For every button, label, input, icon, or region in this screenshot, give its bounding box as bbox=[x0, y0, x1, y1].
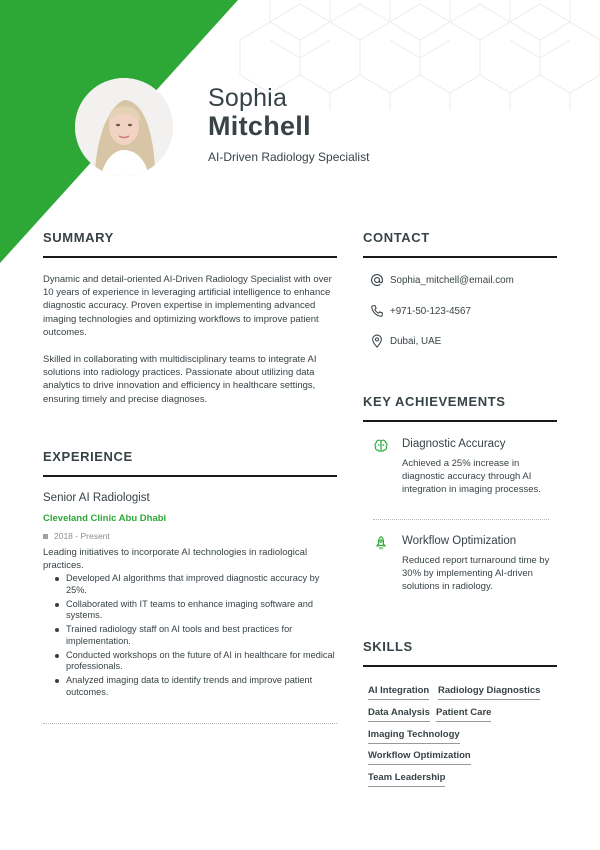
list-item: Collaborated with IT teams to enhance imaging software and systems. bbox=[54, 599, 337, 622]
skills-rule bbox=[363, 665, 557, 667]
contact-rule bbox=[363, 256, 557, 258]
last-name: Mitchell bbox=[208, 111, 311, 141]
list-item: Developed AI algorithms that improved diagnostic accuracy by 25%. bbox=[54, 573, 337, 596]
job-role: Senior AI Radiologist bbox=[43, 492, 150, 504]
rocket-icon bbox=[373, 535, 389, 551]
skill-tag: Team Leadership bbox=[368, 772, 445, 787]
summary-rule bbox=[43, 256, 337, 258]
skill-tag: Patient Care bbox=[436, 707, 491, 722]
email-text: Sophia_mitchell@email.com bbox=[390, 274, 514, 286]
brain-icon bbox=[373, 438, 389, 454]
job-title: AI-Driven Radiology Specialist bbox=[208, 150, 370, 164]
contact-email[interactable] bbox=[370, 273, 514, 287]
first-name: Sophia bbox=[208, 84, 288, 112]
location-text: Dubai, UAE bbox=[390, 335, 442, 347]
job-dates-text: 2018 - Present bbox=[54, 531, 110, 541]
achievement-description: Achieved a 25% increase in diagnostic accuracy through AI integration in imaging processes. bbox=[402, 458, 541, 495]
company-name: Cleveland Clinic Abu Dhabi bbox=[43, 513, 167, 524]
contact-phone[interactable] bbox=[370, 304, 471, 318]
list-item: Conducted workshops on the future of AI in healthcare for medical professionals. bbox=[54, 650, 337, 673]
list-item: Trained radiology staff on AI tools and best practices for implementation. bbox=[54, 624, 337, 647]
phone-text: +971-50-123-4567 bbox=[390, 305, 471, 317]
skill-tag: Workflow Optimization bbox=[368, 750, 471, 765]
achievement-title: Workflow Optimization bbox=[402, 535, 517, 547]
calendar-square-icon bbox=[43, 534, 48, 539]
achievement-divider bbox=[373, 519, 549, 520]
skill-tag: Data Analysis bbox=[368, 707, 430, 722]
job-dates bbox=[43, 531, 110, 541]
experience-divider bbox=[43, 723, 337, 724]
achievements-heading: KEY ACHIEVEMENTS bbox=[363, 394, 506, 409]
skill-tag: Radiology Diagnostics bbox=[438, 685, 540, 700]
skills-heading: SKILLS bbox=[363, 639, 413, 654]
summary-paragraph: Skilled in collaborating with multidisciplinary teams to integrate AI solutions into radiology practices. Passionate about utilizing data analytics to drive innovation and efficiency in healthcare settings, ensuring timely and precise diagnoses. bbox=[43, 354, 317, 405]
list-item: Analyzed imaging data to identify trends and improve patient outcomes. bbox=[54, 675, 337, 698]
location-pin-icon bbox=[370, 334, 384, 348]
contact-location bbox=[370, 334, 441, 348]
summary-heading: SUMMARY bbox=[43, 230, 114, 245]
achievement-description: Reduced report turnaround time by 30% by implementing AI-driven solutions in radiology. bbox=[402, 555, 550, 592]
experience-heading: EXPERIENCE bbox=[43, 449, 133, 464]
phone-icon bbox=[370, 304, 384, 318]
contact-heading: CONTACT bbox=[363, 230, 430, 245]
achievements-rule bbox=[363, 420, 557, 422]
job-bullets bbox=[54, 573, 337, 701]
experience-rule bbox=[43, 475, 337, 477]
achievement-title: Diagnostic Accuracy bbox=[402, 438, 506, 450]
skill-tag: AI Integration bbox=[368, 685, 429, 700]
profile-photo bbox=[75, 78, 173, 176]
job-intro: Leading initiatives to incorporate AI technologies in radiological practices. bbox=[43, 547, 308, 571]
at-icon bbox=[370, 273, 384, 287]
summary-paragraph: Dynamic and detail-oriented AI-Driven Radiology Specialist with over 10 years of experience in leveraging artificial intelligence to enhance diagnostic accuracy. Proven expertise in implementing advanced imaging technologies and optimizing workflows to improve patient outcomes. bbox=[43, 274, 332, 338]
skill-tag: Imaging Technology bbox=[368, 729, 460, 744]
